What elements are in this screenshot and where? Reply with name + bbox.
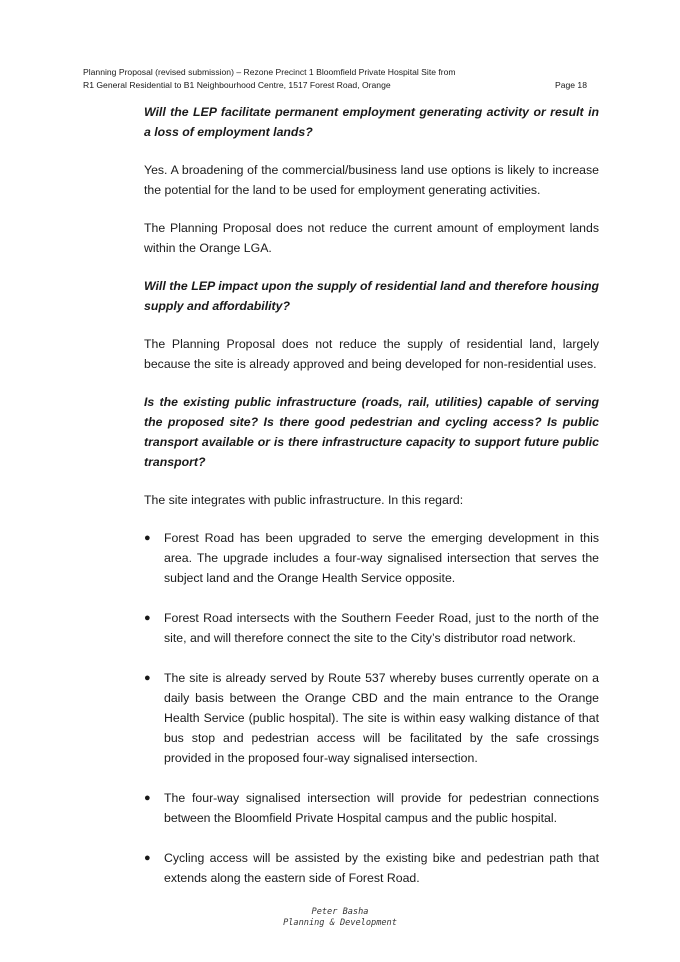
list-item: [144, 788, 599, 828]
page-footer: [0, 907, 680, 929]
footer-company: Planning & Development: [283, 918, 397, 928]
paragraph-infrastructure-intro: The site integrates with public infrastructure. In this regard:: [144, 493, 464, 507]
question-residential: Will the LEP impact upon the supply of residential land and therefore housing supply and affordability?: [144, 279, 599, 313]
bullet-icon: ●: [144, 792, 151, 804]
question-employment: Will the LEP facilitate permanent employment generating activity or result in a loss of employment lands?: [144, 105, 599, 139]
bullet-icon: ●: [144, 612, 151, 624]
bullet-icon: ●: [144, 672, 151, 684]
page-header: [83, 66, 599, 92]
question-infrastructure: Is the existing public infrastructure (roads, rail, utilities) capable of serving the proposed site? Is there good pedestrian and cycling access? Is public transport available or is there infrastructure capacity to support future public transport?: [144, 395, 599, 469]
list-item: [144, 528, 599, 588]
header-line-2: [83, 79, 599, 92]
page-number: Page 18: [554, 80, 587, 90]
list-item: [144, 848, 599, 888]
paragraph-residential-answer: The Planning Proposal does not reduce the supply of residential land, largely because the site is already approved and being developed for non-residential uses.: [144, 337, 599, 371]
bullet-icon: ●: [144, 852, 151, 864]
header-title-line-1: Planning Proposal (revised submission) – Rezone Precinct 1 Bloomfield Private Hospital Site from: [83, 67, 456, 77]
list-item-text: Forest Road has been upgraded to serve the emerging development in this area. The upgrade includes a four-way signalised intersection that serves the subject land and the Orange Health Service opposite.: [164, 531, 599, 585]
document-body: [144, 102, 599, 908]
paragraph-employment-lands: The Planning Proposal does not reduce the current amount of employment lands within the Orange LGA.: [144, 221, 599, 255]
header-title-line-2: R1 General Residential to B1 Neighbourhood Centre, 1517 Forest Road, Orange: [83, 80, 391, 90]
paragraph-employment-answer: Yes. A broadening of the commercial/business land use options is likely to increase the potential for the land to be used for employment generating activities.: [144, 163, 599, 197]
list-item: [144, 668, 599, 768]
list-item-text: Forest Road intersects with the Southern Feeder Road, just to the north of the site, and will therefore connect the site to the City’s distributor road network.: [164, 611, 599, 645]
list-item: [144, 608, 599, 648]
header-line-1: [83, 66, 599, 79]
list-item-text: The four-way signalised intersection will provide for pedestrian connections between the Bloomfield Private Hospital campus and the public hospital.: [164, 791, 599, 825]
list-item-text: The site is already served by Route 537 whereby buses currently operate on a daily basis between the Orange CBD and the main entrance to the Orange Health Service (public hospital). The site is within easy walking distance of that bus stop and pedestrian access will be facilitated by the safe crossings provided in the proposed four-way signalised intersection.: [164, 671, 599, 765]
infrastructure-bullet-list: [144, 528, 599, 888]
list-item-text: Cycling access will be assisted by the existing bike and pedestrian path that extends along the eastern side of Forest Road.: [164, 851, 599, 885]
bullet-icon: ●: [144, 532, 151, 544]
footer-author: Peter Basha: [311, 907, 369, 917]
